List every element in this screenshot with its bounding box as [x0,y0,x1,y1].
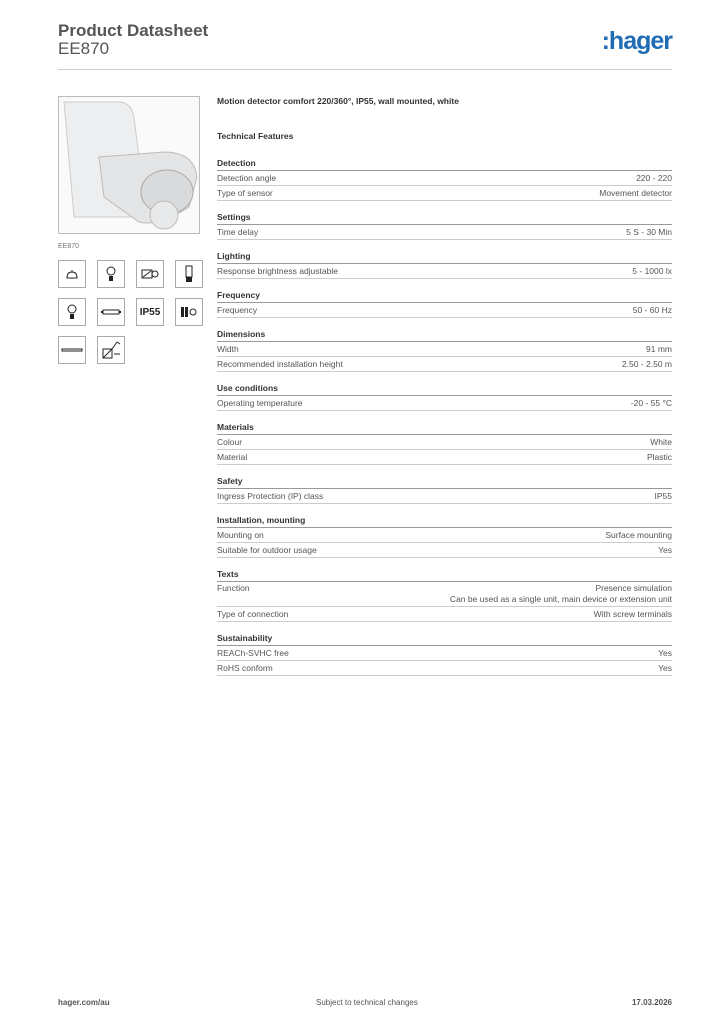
spec-value-line: Plastic [646,452,672,462]
spec-value [450,583,672,605]
spec-label: Frequency [217,305,258,315]
spec-value [622,357,672,371]
spec-value [658,646,672,660]
spec-row [217,171,672,186]
spec-value-line: 220 - 220 [636,173,672,183]
spec-value [633,303,672,317]
spec-value [646,342,672,356]
spec-label: Width [217,344,239,354]
spec-label: Colour [217,437,243,447]
spec-label: Time delay [217,227,259,237]
spec-row [217,264,672,279]
spec-row [217,607,672,622]
spec-value-line: White [650,437,672,447]
spec-section [217,515,672,558]
spec-value [658,661,672,675]
section-title: Detection [217,158,672,171]
spec-label: Type of sensor [217,188,273,198]
spec-section [217,290,672,318]
image-caption: EE870 [58,243,80,250]
spec-value-line: 5 - 1000 lx [632,266,672,276]
product-image [58,96,200,234]
footer-note: Subject to technical changes [316,998,418,1007]
spec-value-line: 50 - 60 Hz [632,305,672,315]
spec-row [217,225,672,240]
spec-section [217,158,672,201]
spec-section [217,251,672,279]
technical-features-heading: Technical Features [217,131,294,141]
section-title: Texts [217,569,672,582]
spec-value [594,607,672,621]
cfl-bulb-icon [175,260,203,288]
spec-label: Detection angle [217,173,277,183]
page-title: Product Datasheet [58,21,209,40]
footer-website[interactable]: hager.com/au [58,998,110,1007]
spec-section [217,476,672,504]
section-title: Installation, mounting [217,515,672,528]
spec-section [217,569,672,622]
spec-value-line: 91 mm [646,344,672,354]
electronic-transformer-icon [175,298,203,326]
hager-logo: :hager [601,27,672,55]
spec-label: Mounting on [217,530,264,540]
spec-row [217,186,672,201]
spec-value [632,264,672,278]
spec-label: Ingress Protection (IP) class [217,491,324,501]
halogen-bulb-icon [97,260,125,288]
spec-value-line: Can be used as a single unit, main device or extension unit [449,594,672,604]
spec-value [626,225,672,239]
spec-row [217,450,672,465]
spec-section [217,633,672,676]
spec-row [217,396,672,411]
spec-value [636,171,672,185]
spec-value-line: Yes [658,648,672,658]
led-driver-icon [136,260,164,288]
spec-row [217,543,672,558]
section-title: Sustainability [217,633,672,646]
ip55-icon: IP55 [136,298,164,326]
spec-value [599,186,672,200]
motor-blind-icon [97,336,125,364]
section-title: Use conditions [217,383,672,396]
spec-row [217,582,672,607]
section-title: Settings [217,212,672,225]
spec-section [217,212,672,240]
spec-section [217,383,672,411]
section-title: Frequency [217,290,672,303]
spec-row [217,528,672,543]
spec-value-line: With screw terminals [593,609,672,619]
header-divider [58,69,672,70]
spec-value [647,450,672,464]
spec-value-line: -20 - 55 °C [630,398,672,408]
spec-label: Type of connection [217,609,289,619]
spec-value [605,528,672,542]
spec-value [631,396,672,410]
spec-value-line: 5 S - 30 Min [626,227,672,237]
spec-row [217,357,672,372]
spec-value-line: Presence simulation [595,583,672,593]
spec-label: Material [217,452,248,462]
halogen-tube-icon [97,298,125,326]
spec-row [217,646,672,661]
spec-value-line: 2.50 - 2.50 m [621,359,672,369]
spec-row [217,489,672,504]
spec-row [217,342,672,357]
spec-value-line: Yes [658,545,672,555]
section-title: Safety [217,476,672,489]
application-icons [58,260,203,364]
product-code: EE870 [58,39,110,58]
spec-value-line: IP55 [654,491,672,501]
spec-label: Recommended installation height [217,359,343,369]
spec-label: REACh-SVHC free [217,648,289,658]
ceiling-lamp-icon [58,260,86,288]
spec-value-line: Surface mounting [605,530,672,540]
spec-label: Suitable for outdoor usage [217,545,317,555]
section-title: Materials [217,422,672,435]
spec-section [217,422,672,465]
spec-label: Function [217,583,250,593]
spec-value-line: Yes [658,663,672,673]
section-title: Lighting [217,251,672,264]
spec-label: RoHS conform [217,663,273,673]
spec-content [217,96,672,687]
spec-value [655,489,673,503]
spec-label: Response brightness adjustable [217,266,338,276]
spec-row [217,303,672,318]
spec-row [217,661,672,676]
spec-value [658,543,672,557]
section-title: Dimensions [217,329,672,342]
spec-value [650,435,672,449]
product-description: Motion detector comfort 220/360°, IP55, wall mounted, white [217,96,459,106]
spec-row [217,435,672,450]
footer-date: 17.03.2026 [631,998,672,1007]
spec-section [217,329,672,372]
fluorescent-tube-icon [58,336,86,364]
spec-label: Operating temperature [217,398,303,408]
incandescent-bulb-icon [58,298,86,326]
spec-value-line: Movement detector [599,188,672,198]
